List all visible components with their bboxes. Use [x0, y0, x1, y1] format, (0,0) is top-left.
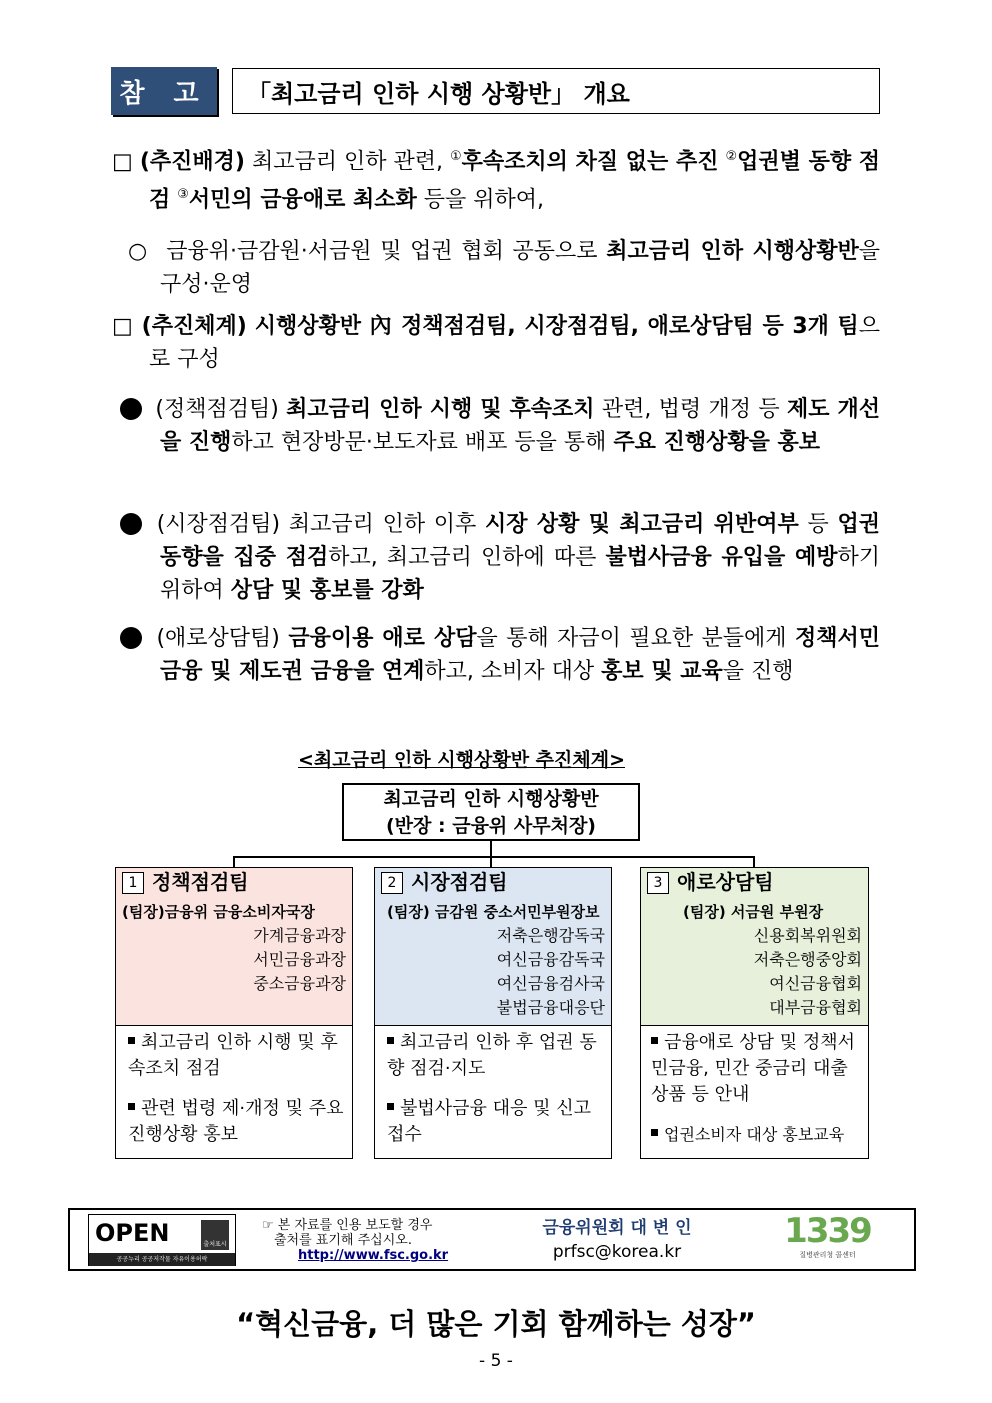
item-consult: 3 (애로상담팀) 금융이용 애로 상담을 통해 자금이 필요한 분들에게 정책서민금융 및 제도권 금융을 연계하고, 소비자 대상 홍보 및 교육을 진행	[105, 626, 880, 684]
team-header: 3 애로상담팀	[641, 868, 868, 896]
spokesperson: 금융위원회 대 변 인 prfsc@korea.kr	[522, 1216, 712, 1264]
page-title: 「최고금리 인하 시행 상황반」 개요	[232, 68, 880, 114]
item-policy: 1 (정책점검팀) 최고금리 인하 시행 및 후속조치 관련, 법령 개정 등 제도 개선을 진행하고 현장방문·보도자료 배포 등을 통해 주요 진행상황을 홍보	[105, 397, 881, 455]
team-header: 1 정책점검팀	[116, 868, 352, 896]
team-box-consult: 3 애로상담팀 (팀장) 서금원 부원장 신용회복위원회 저축은행중앙회 여신금융협회 대부금융협회 금융애로 상담 및 정책서민금융, 민간 중금리 대출상품 등 안내 업권소비자 대상 홍보교육	[640, 867, 869, 1159]
person-icon: 출처표시	[201, 1220, 229, 1250]
email-link[interactable]: prfsc@korea.kr	[552, 1242, 682, 1262]
hotline-logo: 1339 질병관리청 콜센터	[784, 1211, 871, 1259]
team-box-policy: 1 정책점검팀 (팀장)금융위 금융소비자국장 가계금융과장 서민금융과장 중소금융과장 최고금리 인하 시행 및 후속조치 점검 관련 법령 제·개정 및 주요 진행상황 홍보	[115, 867, 353, 1159]
open-license-logo: OPEN 출처표시 공공누리 공공저작물 자유이용허락	[88, 1214, 236, 1266]
team-header: 2 시장점검팀	[375, 868, 611, 896]
slogan: “혁신금융, 더 많은 기회 함께하는 성장”	[236, 1307, 756, 1341]
connector	[490, 841, 492, 857]
team-box-market: 2 시장점검팀 (팀장) 금감원 중소서민부원장보 저축은행감독국 여신금융감독국 여신금융검사국 불법금융대응단 최고금리 인하 후 업권 동향 점검·지도 불법사금융 대응 및 신고 접수	[374, 867, 612, 1159]
background-section: □ (추진배경) 최고금리 인하 관련, ①후속조치의 차질 없는 추진 ②업권별 동향 점검 ③서민의 금융애로 최소화 등을 위하여, ○ 금융위·금감원·서금원 및 업권 협회 공동으로 최고금리 인하 시행상황반을 구성·운영	[112, 149, 880, 297]
org-top-box: 최고금리 인하 시행상황반 (반장 : 금융위 사무처장)	[342, 783, 640, 841]
item-market: 2 (시장점검팀) 최고금리 인하 이후 시장 상황 및 최고금리 위반여부 등 업권 동향을 집중 점검하고, 최고금리 인하에 따른 불법사금융 유입을 예방하기 위하여 상담 및 홍보를 강화	[105, 512, 880, 603]
chart-title: <최고금리 인하 시행상황반 추진체계>	[298, 749, 625, 771]
connector	[233, 856, 755, 858]
system-section: □ (추진체계) 시행상황반 內 정책점검팀, 시장점검팀, 애로상담팀 등 3개 팀으로 구성	[112, 314, 881, 372]
checkbox-bullet: □	[112, 149, 140, 175]
footer-notice: ☞ 본 자료를 인용 보도할 경우 출처를 표기해 주십시오. http://www.fsc.go.kr	[262, 1218, 482, 1263]
page-number: - 5 -	[479, 1351, 513, 1371]
reference-tag: 참 고	[111, 67, 217, 115]
fsc-link[interactable]: http://www.fsc.go.kr	[298, 1248, 449, 1263]
